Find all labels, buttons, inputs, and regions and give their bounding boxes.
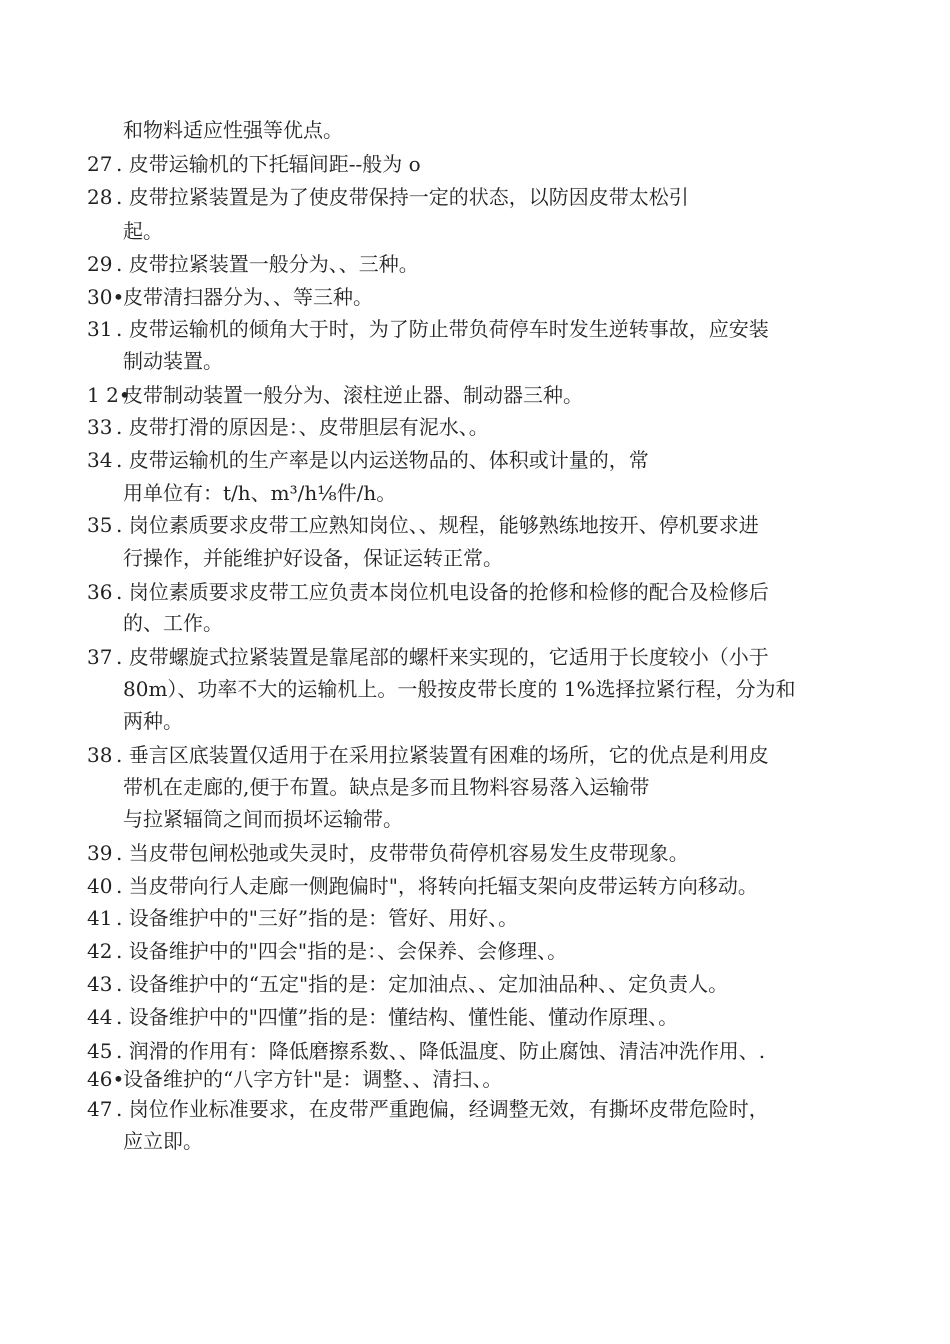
item-number: 44 [87,1005,113,1029]
item-number: 38 [87,743,113,767]
item-text: 和物料适应性强等优点。 [123,118,343,142]
item-text: 带机在走廊的,便于布置。缺点是多而且物料容易落入运输带 [123,775,650,799]
item-text: . 皮带运输机的下托辐间距--般为 o [116,152,421,176]
item-text: 起。 [123,219,163,243]
item-text: . 垂言区底装置仅适用于在采用拉紧装置有困难的场所，它的优点是利用皮 [116,743,769,767]
item-text: 应立即。 [123,1129,203,1153]
item-text: 皮带清扫器分为、、等三种。 [123,285,373,309]
item-number: 43 [87,972,113,996]
item-number: 41 [87,906,113,930]
item-text: 与拉紧辐筒之间而损坏运输带。 [123,807,403,831]
item-text: . 皮带拉紧装置是为了使皮带保持一定的状态，以防因皮带太松引 [116,185,689,209]
item-number: 29 [87,252,113,276]
item-text: . 设备维护中的"四懂”指的是：懂结构、懂性能、懂动作原理、。 [116,1005,679,1029]
item-number: 1 2• [87,383,131,407]
item-text: . 设备维护中的"三好”指的是：管好、用好、。 [116,906,519,930]
item-text: . 当皮带包闸松弛或失灵时，皮带带负荷停机容易发生皮带现象。 [116,841,689,865]
item-number: 36 [87,580,113,604]
item-text: 制动装置。 [123,349,223,373]
item-number: 47 [87,1097,113,1121]
item-number: 35 [87,513,113,537]
item-number: 28 [87,185,113,209]
item-number: 42 [87,939,113,963]
item-text: . 润滑的作用有：降低磨擦系数、、降低温度、防止腐蚀、清洁冲洗作用、. [116,1039,766,1063]
item-text: 行操作，并能维护好设备，保证运转正常。 [123,546,503,570]
item-text: . 皮带拉紧装置一般分为、、三种。 [116,252,419,276]
item-text: 皮带制动装置一般分为、滚柱逆止器、制动器三种。 [123,383,583,407]
item-number: 27 [87,152,113,176]
item-number: 37 [87,645,113,669]
item-text: . 岗位作业标准要求，在皮带严重跑偏，经调整无效，有撕坏皮带危险时， [116,1097,769,1121]
item-text: . 皮带运输机的倾角大于时，为了防止带负荷停车时发生逆转事故，应安装 [116,317,769,341]
item-number: 31 [87,317,113,341]
item-number: 34 [87,448,113,472]
item-text: 80m）、功率不大的运输机上。一般按皮带长度的 1%选择拉紧行程，分为和 [123,677,796,701]
item-text: . 皮带螺旋式拉紧装置是靠尾部的螺杆来实现的，它适用于长度较小（小于 [116,645,769,669]
item-text: 用单位有：t/h、m³/h⅛件/h。 [123,481,397,505]
item-text: . 设备维护中的"四会"指的是：、会保养、会修理、。 [116,939,568,963]
item-text: 设备维护的“八字方针"是：调整、、清扫、。 [123,1067,503,1091]
item-number: 30• [87,285,125,309]
item-text: . 岗位素质要求皮带工应熟知岗位、、规程，能够熟练地按开、停机要求进 [116,513,759,537]
item-number: 40 [87,874,113,898]
item-number: 33 [87,415,113,439]
item-number: 45 [87,1039,113,1063]
item-text: 两种。 [123,709,183,733]
item-text: . 设备维护中的“五定"指的是：定加油点、、定加油品种、、定负责人。 [116,972,729,996]
item-text: . 当皮带向行人走廊一侧跑偏时"，将转向托辐支架向皮带运转方向移动。 [116,874,758,898]
item-number: 46• [87,1067,125,1091]
item-number: 39 [87,841,113,865]
item-text: . 皮带打滑的原因是：、皮带胆层有泥水、。 [116,415,489,439]
item-text: . 岗位素质要求皮带工应负责本岗位机电设备的抢修和检修的配合及检修后 [116,580,769,604]
item-text: 的、工作。 [123,611,223,635]
item-text: . 皮带运输机的生产率是以内运送物品的、体积或计量的，常 [116,448,649,472]
